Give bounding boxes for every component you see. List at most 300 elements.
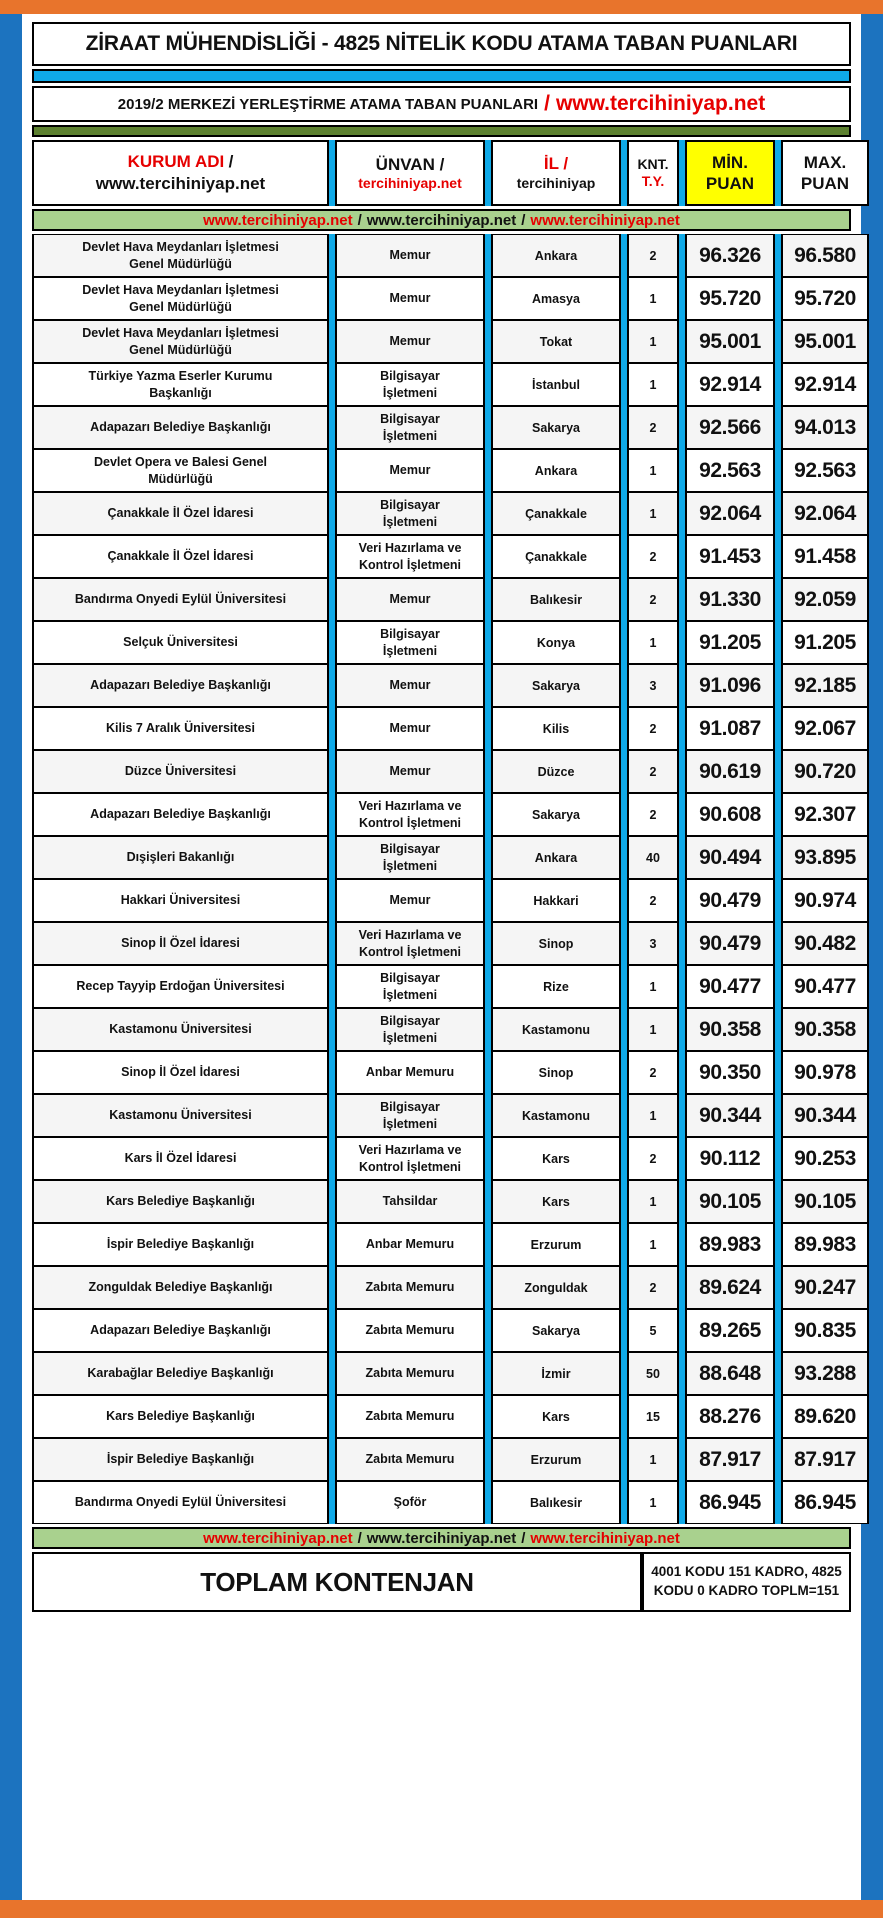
cell-kurum-line: Adapazarı Belediye Başkanlığı — [90, 420, 271, 435]
cell-il — [491, 1137, 621, 1180]
cell-unvan — [335, 1438, 485, 1481]
cell-max-puan-line: 95.001 — [794, 329, 856, 353]
cell-unvan-line: Bilgisayar — [380, 1099, 440, 1114]
cell-min-puan — [685, 1309, 775, 1352]
cell-unvan-line: Kontrol İşletmeni — [358, 815, 462, 830]
cell-min-puan — [685, 879, 775, 922]
cell-min-puan-line: 92.563 — [699, 458, 761, 482]
cell-max-puan-line: 91.458 — [794, 544, 856, 568]
cell-il — [491, 922, 621, 965]
cell-unvan-line: Bilgisayar — [380, 368, 440, 383]
cell-kurum — [32, 1309, 329, 1352]
cell-unvan — [335, 363, 485, 406]
cell-unvan — [335, 707, 485, 750]
cell-min-puan — [685, 1266, 775, 1309]
cell-knt — [627, 406, 679, 449]
cell-max-puan-line: 89.983 — [794, 1232, 856, 1256]
cell-min-puan — [685, 1008, 775, 1051]
cell-il-line: Amasya — [532, 291, 580, 306]
cell-min-puan — [685, 1223, 775, 1266]
subtitle-box — [32, 86, 851, 122]
promo-link-2[interactable]: www.tercihiniyap.net — [366, 211, 517, 229]
cell-knt — [627, 1008, 679, 1051]
cell-kurum — [32, 1180, 329, 1223]
cell-kurum-line: Recep Tayyip Erdoğan Üniversitesi — [76, 979, 285, 994]
cell-min-puan-line: 92.914 — [699, 372, 761, 396]
cell-min-puan — [685, 621, 775, 664]
cell-knt-line: 1 — [649, 1194, 657, 1209]
cell-unvan-line: Memur — [389, 334, 431, 349]
cell-min-puan-line: 90.105 — [699, 1189, 761, 1213]
cell-max-puan — [781, 1051, 869, 1094]
cell-min-puan-line: 91.205 — [699, 630, 761, 654]
cell-il-line: Erzurum — [530, 1237, 582, 1252]
table-row — [32, 363, 856, 406]
cell-knt — [627, 320, 679, 363]
table-row — [32, 750, 856, 793]
cell-kurum-line: Devlet Hava Meydanları İşletmesi — [82, 240, 279, 255]
cell-kurum — [32, 965, 329, 1008]
cell-min-puan — [685, 707, 775, 750]
cell-kurum — [32, 449, 329, 492]
cell-unvan — [335, 1352, 485, 1395]
cell-unvan — [335, 1481, 485, 1524]
cell-il — [491, 1309, 621, 1352]
cell-il-line: Zonguldak — [524, 1280, 588, 1295]
cell-unvan-line: Veri Hazırlama ve — [358, 540, 462, 555]
table-row — [32, 1395, 856, 1438]
promo-link-3[interactable]: www.tercihiniyap.net — [530, 1529, 680, 1547]
cell-max-puan — [781, 1223, 869, 1266]
cell-kurum — [32, 535, 329, 578]
subtitle-site-link[interactable]: www.tercihiniyap.net — [555, 92, 766, 115]
cell-kurum — [32, 1051, 329, 1094]
cell-il-line: Sakarya — [532, 1323, 580, 1338]
column-header-min-puan — [685, 140, 775, 206]
cell-max-puan-line: 90.482 — [794, 931, 856, 955]
cell-unvan — [335, 406, 485, 449]
cell-max-puan — [781, 707, 869, 750]
cell-kurum — [32, 621, 329, 664]
cell-max-puan — [781, 621, 869, 664]
cell-knt — [627, 922, 679, 965]
cell-knt — [627, 664, 679, 707]
cell-kurum-line: Bandırma Onyedi Eylül Üniversitesi — [74, 592, 287, 607]
cell-kurum-line: İspir Belediye Başkanlığı — [106, 1237, 255, 1252]
table-row — [32, 578, 856, 621]
cell-knt — [627, 1481, 679, 1524]
cell-knt — [627, 707, 679, 750]
table-row — [32, 707, 856, 750]
cell-kurum-line: Genel Müdürlüğü — [129, 299, 232, 314]
cell-unvan-line: Memur — [389, 291, 431, 306]
cell-knt-line: 2 — [649, 1280, 657, 1295]
column-header-il-slash: / — [563, 154, 569, 174]
table-row — [32, 406, 856, 449]
cell-knt — [627, 492, 679, 535]
cell-knt — [627, 1352, 679, 1395]
cell-il-line: Balıkesir — [529, 592, 583, 607]
cell-unvan-line: Veri Hazırlama ve — [358, 798, 462, 813]
cell-knt — [627, 621, 679, 664]
cell-kurum-line: Müdürlüğü — [148, 471, 213, 486]
table-row — [32, 234, 856, 277]
cell-unvan — [335, 750, 485, 793]
cell-il-line: İzmir — [541, 1366, 571, 1381]
cell-knt-line: 2 — [649, 1065, 657, 1080]
cell-unvan — [335, 879, 485, 922]
cell-unvan-line: Memur — [389, 678, 431, 693]
table-row — [32, 1438, 856, 1481]
cell-min-puan-line: 86.945 — [699, 1490, 761, 1514]
column-header-il-label: İL — [543, 154, 559, 174]
cell-min-puan — [685, 793, 775, 836]
cell-max-puan-line: 90.974 — [794, 888, 856, 912]
cell-unvan — [335, 578, 485, 621]
table-row — [32, 1223, 856, 1266]
cell-il-line: Kars — [542, 1194, 570, 1209]
cell-min-puan — [685, 320, 775, 363]
cell-knt — [627, 1266, 679, 1309]
cell-knt-line: 1 — [649, 1108, 657, 1123]
cell-min-puan — [685, 965, 775, 1008]
cell-unvan-line: Veri Hazırlama ve — [358, 927, 462, 942]
cell-kurum-line: Türkiye Yazma Eserler Kurumu — [88, 369, 273, 384]
cell-il — [491, 707, 621, 750]
cell-unvan — [335, 1008, 485, 1051]
promo-link-3[interactable]: www.tercihiniyap.net — [530, 211, 680, 229]
cell-unvan-line: İşletmeni — [382, 987, 438, 1002]
table-row — [32, 1352, 856, 1395]
promo-bar-bottom — [32, 1527, 851, 1549]
cell-knt-line: 1 — [649, 463, 657, 478]
cell-max-puan — [781, 922, 869, 965]
cell-min-puan-line: 90.494 — [699, 845, 761, 869]
cell-unvan-line: İşletmeni — [382, 514, 438, 529]
cell-min-puan-line: 91.330 — [699, 587, 761, 611]
cell-min-puan — [685, 277, 775, 320]
cell-kurum-line: Dışişleri Bakanlığı — [126, 850, 235, 865]
cell-il — [491, 793, 621, 836]
cell-min-puan-line: 89.983 — [699, 1232, 761, 1256]
cell-knt-line: 2 — [649, 592, 657, 607]
cell-min-puan — [685, 1051, 775, 1094]
cell-unvan-line: Bilgisayar — [380, 841, 440, 856]
cell-unvan — [335, 1223, 485, 1266]
cell-il — [491, 1223, 621, 1266]
cell-min-puan-line: 90.479 — [699, 931, 761, 955]
cell-knt — [627, 1180, 679, 1223]
cell-max-puan-line: 93.895 — [794, 845, 856, 869]
bottom-orange-band — [0, 1900, 883, 1918]
cell-il-line: Erzurum — [530, 1452, 582, 1467]
cell-knt-line: 1 — [649, 377, 657, 392]
cell-max-puan — [781, 1352, 869, 1395]
cell-knt-line: 1 — [649, 1022, 657, 1037]
table-row — [32, 922, 856, 965]
cell-knt-line: 1 — [649, 334, 657, 349]
cell-knt — [627, 1309, 679, 1352]
cell-min-puan — [685, 492, 775, 535]
cell-unvan-line: Memur — [389, 592, 431, 607]
cell-kurum — [32, 492, 329, 535]
cell-unvan-line: İşletmeni — [382, 643, 438, 658]
cell-kurum-line: Kilis 7 Aralık Üniversitesi — [106, 721, 255, 736]
cell-min-puan — [685, 1137, 775, 1180]
cell-il — [491, 277, 621, 320]
cell-min-puan-line: 95.001 — [699, 329, 761, 353]
cell-il-line: İstanbul — [532, 377, 580, 392]
cell-unvan-line: Anbar Memuru — [365, 1065, 455, 1080]
promo-sep-1: / — [357, 211, 362, 229]
column-header-kurum-label: KURUM ADI — [127, 152, 225, 172]
cell-min-puan-line: 90.350 — [699, 1060, 761, 1084]
cell-max-puan-line: 92.067 — [794, 716, 856, 740]
cell-min-puan — [685, 535, 775, 578]
cell-min-puan — [685, 922, 775, 965]
page-title: ZİRAAT MÜHENDİSLİĞİ - 4825 NİTELİK KODU ATAMA TABAN PUANLARI — [85, 32, 798, 55]
cell-min-puan-line: 95.720 — [699, 286, 761, 310]
cell-min-puan-line: 90.358 — [699, 1017, 761, 1041]
cell-kurum-line: Başkanlığı — [149, 385, 212, 400]
cell-unvan-line: Bilgisayar — [380, 1013, 440, 1028]
cell-il-line: Rize — [543, 979, 569, 994]
cell-kurum-line: Devlet Hava Meydanları İşletmesi — [82, 283, 279, 298]
column-header-min-line2: PUAN — [705, 174, 755, 193]
cell-min-puan — [685, 578, 775, 621]
promo-link-1[interactable]: www.tercihiniyap.net — [203, 1529, 353, 1547]
cell-il — [491, 1438, 621, 1481]
cell-il-line: Sinop — [538, 1065, 574, 1080]
cell-knt — [627, 234, 679, 277]
cell-il-line: Sakarya — [532, 678, 580, 693]
cell-unvan-line: Veri Hazırlama ve — [358, 1142, 462, 1157]
cell-kurum — [32, 793, 329, 836]
cell-min-puan-line: 88.276 — [699, 1404, 761, 1428]
cell-min-puan-line: 90.112 — [699, 1146, 761, 1170]
cell-kurum-line: Adapazarı Belediye Başkanlığı — [90, 1323, 271, 1338]
cell-knt — [627, 449, 679, 492]
cell-unvan — [335, 492, 485, 535]
cell-kurum-line: Karabağlar Belediye Başkanlığı — [87, 1366, 274, 1381]
cell-kurum-line: Selçuk Üniversitesi — [123, 635, 238, 650]
cell-il — [491, 1051, 621, 1094]
cell-il-line: Çanakkale — [525, 506, 587, 521]
cell-kurum — [32, 1395, 329, 1438]
cell-il — [491, 879, 621, 922]
cell-kurum — [32, 922, 329, 965]
table-row — [32, 1309, 856, 1352]
table-row — [32, 1008, 856, 1051]
cell-unvan — [335, 1309, 485, 1352]
cell-kurum-line: Bandırma Onyedi Eylül Üniversitesi — [74, 1495, 287, 1510]
cell-unvan — [335, 277, 485, 320]
cell-max-puan — [781, 1266, 869, 1309]
cell-knt-line: 2 — [649, 248, 657, 263]
cell-unvan-line: Zabıta Memuru — [365, 1280, 455, 1295]
column-header-max-line1: MAX. — [803, 152, 847, 172]
promo-link-1[interactable]: www.tercihiniyap.net — [203, 211, 353, 229]
cell-max-puan-line: 93.288 — [794, 1361, 856, 1385]
cell-il — [491, 578, 621, 621]
cell-max-puan — [781, 1094, 869, 1137]
cell-kurum — [32, 664, 329, 707]
cell-knt-line: 3 — [649, 936, 657, 951]
cell-il — [491, 449, 621, 492]
cell-max-puan-line: 90.247 — [794, 1275, 856, 1299]
cell-knt-line: 1 — [649, 979, 657, 994]
cell-min-puan-line: 87.917 — [699, 1447, 761, 1471]
cell-kurum-line: Hakkari Üniversitesi — [120, 893, 241, 908]
cell-max-puan — [781, 492, 869, 535]
cell-max-puan-line: 92.059 — [794, 587, 856, 611]
cell-unvan-line: Kontrol İşletmeni — [358, 944, 462, 959]
table-row — [32, 1094, 856, 1137]
cell-kurum — [32, 1223, 329, 1266]
cell-knt-line: 1 — [649, 291, 657, 306]
promo-sep-2: / — [521, 1529, 526, 1547]
table-row — [32, 1481, 856, 1524]
total-quota-label: TOPLAM KONTENJAN — [200, 1566, 474, 1597]
column-header-unvan-site: tercihiniyap.net — [358, 174, 462, 191]
cell-knt-line: 1 — [649, 1237, 657, 1252]
cell-max-puan-line: 95.720 — [794, 286, 856, 310]
cell-knt-line: 3 — [649, 678, 657, 693]
cell-unvan — [335, 965, 485, 1008]
cell-unvan — [335, 836, 485, 879]
cell-min-puan-line: 90.477 — [699, 974, 761, 998]
cell-unvan-line: Bilgisayar — [380, 497, 440, 512]
cell-knt — [627, 793, 679, 836]
cell-kurum-line: Çanakkale İl Özel İdaresi — [107, 506, 254, 521]
cell-max-puan-line: 90.720 — [794, 759, 856, 783]
cell-max-puan-line: 90.253 — [794, 1146, 856, 1170]
cell-min-puan — [685, 1094, 775, 1137]
table-row — [32, 836, 856, 879]
cell-knt — [627, 1051, 679, 1094]
cell-min-puan-line: 90.479 — [699, 888, 761, 912]
cell-knt — [627, 1395, 679, 1438]
cell-kurum-line: Devlet Opera ve Balesi Genel — [93, 455, 267, 470]
cell-max-puan-line: 92.185 — [794, 673, 856, 697]
cell-max-puan-line: 92.914 — [794, 372, 856, 396]
cell-knt-line: 15 — [646, 1409, 660, 1424]
cell-knt-line: 1 — [649, 1452, 657, 1467]
cell-min-puan — [685, 1180, 775, 1223]
cell-unvan-line: İşletmeni — [382, 858, 438, 873]
cell-kurum-line: Adapazarı Belediye Başkanlığı — [90, 678, 271, 693]
cell-unvan-line: Memur — [389, 463, 431, 478]
cell-il — [491, 664, 621, 707]
cell-unvan — [335, 234, 485, 277]
cell-il-line: Tokat — [539, 334, 573, 349]
column-header-knt-line1: KNT. — [637, 155, 669, 172]
cell-knt-line: 2 — [649, 549, 657, 564]
cell-kurum — [32, 406, 329, 449]
cell-unvan-line: Bilgisayar — [380, 411, 440, 426]
promo-link-2[interactable]: www.tercihiniyap.net — [366, 1529, 517, 1547]
cell-knt-line: 40 — [646, 850, 660, 865]
cell-knt-line: 1 — [649, 635, 657, 650]
cell-unvan — [335, 535, 485, 578]
promo-sep-1: / — [357, 1529, 362, 1547]
table-row — [32, 1266, 856, 1309]
cell-min-puan-line: 91.096 — [699, 673, 761, 697]
cell-unvan — [335, 1051, 485, 1094]
cell-knt-line: 2 — [649, 807, 657, 822]
cell-kurum-line: Kars Belediye Başkanlığı — [106, 1194, 255, 1209]
cell-knt — [627, 535, 679, 578]
cell-max-puan — [781, 664, 869, 707]
column-header-unvan-label: ÜNVAN / — [375, 154, 445, 174]
cell-max-puan-line: 90.105 — [794, 1189, 856, 1213]
cell-il — [491, 320, 621, 363]
cell-kurum — [32, 363, 329, 406]
cell-unvan-line: Memur — [389, 893, 431, 908]
cell-il-line: Sakarya — [532, 420, 580, 435]
cell-il-line: Düzce — [537, 764, 575, 779]
cell-unvan-line: Zabıta Memuru — [365, 1409, 455, 1424]
table-row — [32, 965, 856, 1008]
cell-kurum — [32, 277, 329, 320]
cell-il — [491, 1352, 621, 1395]
cell-kurum-line: Kars Belediye Başkanlığı — [106, 1409, 255, 1424]
cell-max-puan — [781, 1438, 869, 1481]
cell-max-puan — [781, 320, 869, 363]
cell-il — [491, 492, 621, 535]
column-header-il-site: tercihiniyap — [516, 175, 596, 192]
cell-kurum — [32, 320, 329, 363]
cell-knt — [627, 965, 679, 1008]
column-header-kurum-site: www.tercihiniyap.net — [95, 174, 266, 194]
column-header-kurum-slash: / — [228, 152, 234, 172]
cell-max-puan-line: 92.307 — [794, 802, 856, 826]
cell-min-puan — [685, 449, 775, 492]
cell-knt-line: 50 — [646, 1366, 660, 1381]
cell-il-line: Kilis — [542, 721, 570, 736]
table-row — [32, 1051, 856, 1094]
table-row — [32, 449, 856, 492]
cell-knt-line: 2 — [649, 893, 657, 908]
cell-kurum-line: Kastamonu Üniversitesi — [109, 1022, 252, 1037]
table-row — [32, 1137, 856, 1180]
cell-max-puan — [781, 535, 869, 578]
cell-il-line: Kastamonu — [521, 1022, 591, 1037]
cell-knt-line: 1 — [649, 506, 657, 521]
cell-kurum-line: Genel Müdürlüğü — [129, 256, 232, 271]
table-row — [32, 277, 856, 320]
cell-knt — [627, 1094, 679, 1137]
table-row — [32, 879, 856, 922]
cell-kurum-line: Zonguldak Belediye Başkanlığı — [88, 1280, 273, 1295]
column-header-max-puan — [781, 140, 869, 206]
cell-kurum — [32, 707, 329, 750]
cell-unvan — [335, 664, 485, 707]
column-header-knt-line2: T.Y. — [641, 173, 665, 189]
cell-unvan-line: Kontrol İşletmeni — [358, 1159, 462, 1174]
column-header-unvan — [335, 140, 485, 206]
column-header-kurum — [32, 140, 329, 206]
cell-kurum — [32, 750, 329, 793]
cell-kurum — [32, 1094, 329, 1137]
cell-knt-line: 1 — [649, 1495, 657, 1510]
cell-unvan-line: Bilgisayar — [380, 626, 440, 641]
cell-il — [491, 1094, 621, 1137]
cell-il — [491, 1395, 621, 1438]
cell-min-puan-line: 91.453 — [699, 544, 761, 568]
cell-knt — [627, 879, 679, 922]
cell-min-puan-line: 96.326 — [699, 243, 761, 267]
